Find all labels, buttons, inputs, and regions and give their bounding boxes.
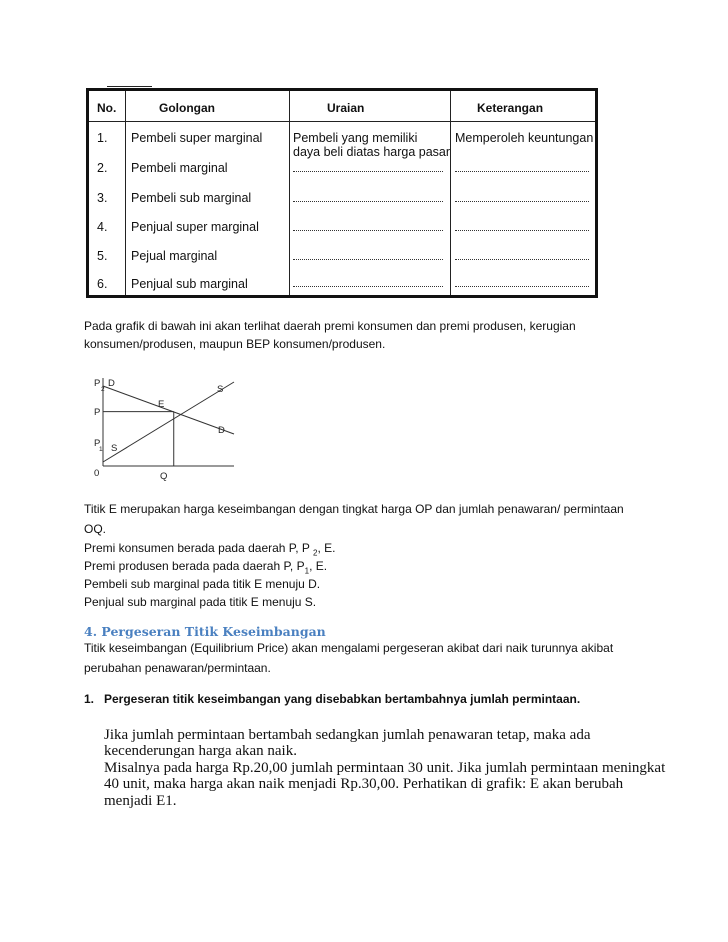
list-item-number: 1.: [84, 692, 95, 706]
explain-line-1: Titik E merupakan harga keseimbangan dengan tingkat harga OP dan jumlah penawaran/ permintaan: [84, 502, 624, 516]
label-origin: 0: [94, 468, 100, 479]
row-4-no: 4.: [97, 220, 108, 234]
row-3-uraian-blank: [293, 201, 443, 202]
explain-line-2: OQ.: [84, 522, 107, 536]
supply-curve: [103, 382, 234, 462]
header-keterangan: Keterangan: [477, 101, 544, 115]
row-2-uraian-blank: [293, 171, 443, 172]
serif-line-1: Jika jumlah permintaan bertambah sedangkan jumlah penawaran tetap, maka ada: [104, 727, 591, 743]
row-2-keterangan-blank: [455, 171, 589, 172]
row-5-no: 5.: [97, 249, 108, 263]
row-1-uraian-line2: daya beli diatas harga pasar: [293, 145, 451, 159]
row-5-uraian-blank: [293, 259, 443, 260]
row-4-uraian-blank: [293, 230, 443, 231]
label-d-right: D: [218, 425, 225, 436]
row-1-no: 1.: [97, 131, 108, 145]
label-p2: P: [94, 378, 101, 389]
label-p2-sub: 2: [101, 386, 105, 393]
label-q: Q: [160, 471, 168, 482]
row-1-keterangan: Memperoleh keuntungan: [455, 131, 594, 145]
label-e: E: [158, 399, 165, 410]
demand-curve: [103, 386, 234, 434]
serif-line-4: 40 unit, maka harga akan naik menjadi Rp.30,00. Perhatikan di grafik: E akan berubah: [104, 776, 624, 792]
row-4-keterangan-blank: [455, 230, 589, 231]
table-header-divider: [89, 121, 595, 122]
row-6-golongan: Penjual sub marginal: [131, 277, 248, 291]
header-no: No.: [97, 101, 117, 115]
label-s-bottom: S: [111, 443, 118, 454]
row-3-golongan: Pembeli sub marginal: [131, 191, 252, 205]
list-item-title: Pergeseran titik keseimbangan yang disebabkan bertambahnya jumlah permintaan.: [104, 692, 581, 706]
row-4-golongan: Penjual super marginal: [131, 220, 259, 234]
label-p1-sub: 1: [99, 446, 103, 453]
golongan-table: [86, 88, 598, 298]
row-5-golongan: Pejual marginal: [131, 249, 218, 263]
header-golongan: Golongan: [159, 101, 215, 115]
section-line-1: Titik keseimbangan (Equilibrium Price) akan mengalami pergeseran akibat dari naik turunnya akibat: [84, 641, 614, 655]
row-1-uraian-line1: Pembeli yang memiliki: [293, 131, 418, 145]
premi-konsumen: Premi konsumen berada pada daerah P, P $_2$, E.: [84, 541, 336, 558]
row-3-no: 3.: [97, 191, 108, 205]
pembeli-sub-marginal: Pembeli sub marginal pada titik E menuju D.: [84, 577, 321, 591]
supply-demand-chart: [84, 376, 244, 486]
row-6-uraian-blank: [293, 286, 443, 287]
row-6-no: 6.: [97, 277, 108, 291]
penjual-sub-marginal: Penjual sub marginal pada titik E menuju S.: [84, 595, 317, 609]
serif-line-3: Misalnya pada harga Rp.20,00 jumlah permintaan 30 unit. Jika jumlah permintaan meningkat: [104, 760, 666, 776]
row-6-keterangan-blank: [455, 286, 589, 287]
label-p1: P: [94, 438, 101, 449]
row-2-golongan: Pembeli marginal: [131, 161, 228, 175]
intro-line-2: konsumen/produsen, maupun BEP konsumen/produsen.: [84, 337, 386, 351]
row-2-no: 2.: [97, 161, 108, 175]
section-heading: 4. Pergeseran Titik Keseimbangan: [84, 624, 326, 639]
serif-line-2: kecenderungan harga akan naik.: [104, 743, 297, 759]
label-d-top: D: [108, 378, 115, 389]
label-p: P: [94, 407, 101, 418]
serif-line-5: menjadi E1.: [104, 793, 177, 809]
row-5-keterangan-blank: [455, 259, 589, 260]
row-3-keterangan-blank: [455, 201, 589, 202]
header-uraian: Uraian: [327, 101, 365, 115]
label-s-top: S: [217, 384, 224, 395]
section-line-2: perubahan penawaran/permintaan.: [84, 661, 271, 675]
intro-line-1: Pada grafik di bawah ini akan terlihat daerah premi konsumen dan premi produsen, kerugian: [84, 319, 576, 333]
premi-produsen: Premi produsen berada pada daerah P, $P_1$, E.: [84, 559, 328, 576]
row-1-golongan: Pembeli super marginal: [131, 131, 263, 145]
decorative-rule: [107, 86, 152, 87]
